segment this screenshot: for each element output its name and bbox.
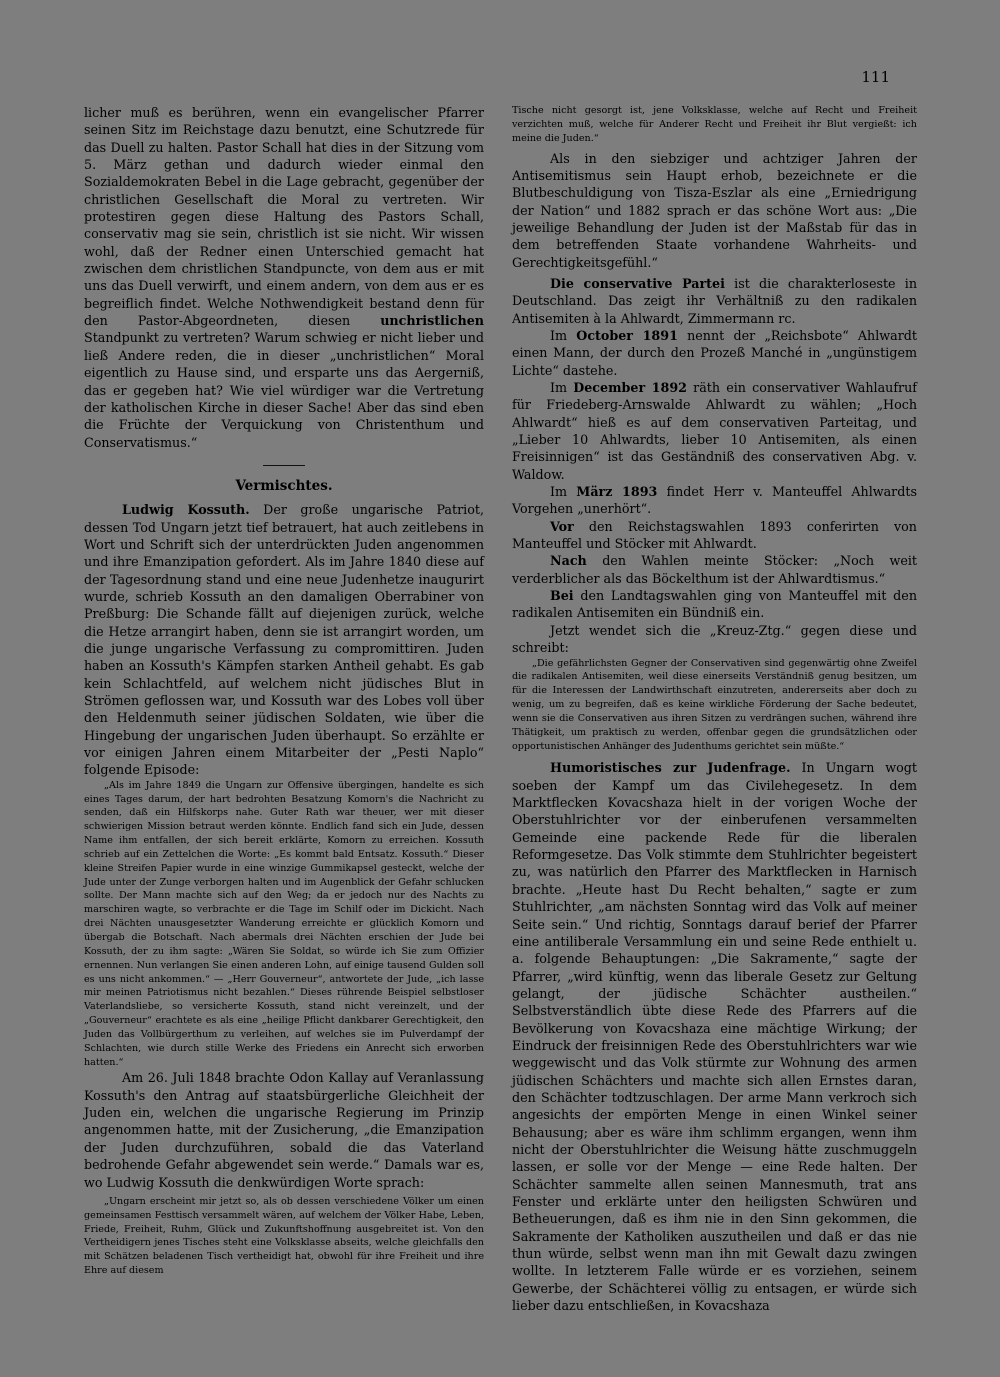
paragraph-text: Im [550,484,568,500]
quote-block: „Die gefährlichsten Gegner der Conservativen sind gegenwärtig ohne Zweifel die radikalen Antisemiten, weil diese einerseits Verständniß genug besitzen, um für die Interessen der Landwirthschaft einzutreten, andererseits aber doch zu wenig, um zu begreifen, daß es keine wirkliche Förderung der Sache bedeutet, wenn sie die Conservativen aus ihren Sitzen zu verdrängen suchen, während ihre Thätigkeit, um praktisch zu werden, offenbar gegen die grundsätzlichen oder opportunistischen Anhänger des Judenthums gerichtet sein müßte.“ [512,657,917,752]
paragraph-vor [512,518,917,553]
paragraph-text: Standpunkt zu vertreten? Warum schwieg er nicht lieber und ließ Andere reden, die in dieser „unchristlichen“ Moral eigentlich zu Hause sind, und ersparte uns das Aergerniß, das er gegeben hat? Wie viel würdiger war die Vertretung der katholischen Kirche in dieser Sache! Aber das sind eben die Früchte der Verquickung von Christenthum und Conservatismus.“ [84,330,484,450]
paragraph-text: Im [550,327,568,343]
date-emphasis: März 1893 [576,484,658,500]
paragraph-text: licher muß es berühren, wenn ein evangelischer Pfarrer seinen Sitz im Reichstage dazu benutzt, eine Schutzrede für das Duell zu halten. Pastor Schall hat dies in der Sitzung vom 5. März gethan und dadurch wieder einmal den Sozialdemokraten Bebel in die Lage gebracht, gegenüber der christlichen Gesellschaft die Moral zu vertreten. Wir protestiren gegen diese Haltung des Pastors Schall, conservativ mag sie sein, christlich ist sie nicht. Wir wissen wohl, daß der Redner einen Unterschied gemacht hat zwischen dem christlichen Standpuncte, von dem aus er mit uns das Duell verwirft, und einem andern, von dem aus er es begreiflich findet. Welche Nothwendigkeit bestand denn für den Pastor-Abgeordneten, diesen [84,105,484,329]
paragraph-december [512,379,917,483]
paragraph-text: In Ungarn wogt soeben der Kampf um das Civilehegesetz. In dem Marktflecken Kovacshaza hielt in der vorigen Woche der Oberstuhlrichter vor der einberufenen versammelten Gemeinde eine packende Rede für die liberalen Reformgesetze. Das Volk stimmte dem Stuhlrichter begeistert zu, was natürlich den Pfarrer des Marktflecken in Harnisch brachte. „Heute hast Du Recht behalten,“ sagte er zum Stuhlrichter, „am nächsten Sonntag wird das Volk auf meiner Seite sein.“ Und richtig, Sonntags darauf berief der Pfarrer eine antiliberale Versammlung ein und seine Rede enthielt u. a. folgende Behauptungen: „Die Sakramente,“ sagte der Pfarrer, „wird künftig, wenn das liberale Gesetz zur Geltung gelangt, der jüdische Schächter austheilen.“ Selbstverständlich übte diese Rede des Pfarrers auf die Bevölkerung von Kovacshaza eine mächtige Wirkung; der Eindruck der freisinnigen Rede des Oberstuhlrichters war wie weggewischt und das Volk stürmte zur Wohnung des armen jüdischen Schächters und machte sich allen Ernstes daran, den Schächter todtzuschlagen. Der arme Mann verkroch sich angesichts der empörten Menge in einen Winkel seiner Behausung; aber es wäre ihm schlimm ergangen, wenn ihm nicht der Oberstuhlrichter die Weisung hätte zuschmuggeln lassen, er solle vor der Menge — eine Rede halten. Der Schächter sammelte allen seinen Mannesmuth, trat ans Fenster und erklärte unter den heiligsten Schwüren und Betheuerungen, daß es ihm nie in den Sinn gekommen, die Sakramente der Katholiken auszutheilen und daß er das nie thun würde, selbst wenn man ihn mit Gewalt dazu zwingen wollte. In letzterem Falle würde er es vorziehen, seinem Gewerbe, der Schächterei völlig zu entsagen, er würde sich lieber dazu entschließen, in Kovacshaza [512,760,917,1314]
paragraph-nach [512,552,917,587]
article-heading-kossuth: Ludwig Kossuth. [122,502,250,518]
paragraph-text: den Wahlen meinte Stöcker: „Noch weit verderblicher als das Böckelthum ist der Ahlwardtismus.“ [512,553,917,586]
paragraph-march [512,483,917,518]
paragraph-text: findet Herr v. Manteuffel Ahlwardts Vorgehen „unerhört“. [512,484,917,517]
emphasis-unchristlichen: unchristlichen [380,313,484,329]
page-number: 111 [861,68,890,86]
paragraph-text: Der große ungarische Patriot, dessen Tod Ungarn jetzt tief betrauert, hat auch zeitlebens in Wort und Schrift sich der unterdrückten Juden angenommen und ihre Emanzipation gefordert. Als im Jahre 1840 diese auf der Tagesordnung stand und eine neue Judenhetze inaugurirt wurde, schrieb Kossuth an den damaligen Oberrabiner von Preßburg: Die Schande fällt auf diejenigen zurück, welche die Hetze arrangirt haben, denn sie ist arrangirt worden, um die junge ungarische Verfassung zu compromittiren. Juden haben an Kossuth's Kämpfen starken Antheil gehabt. Es gab kein Schlachtfeld, auf welchem nicht jüdisches Blut in Strömen geflossen war, und Kossuth war des Lobes voll über den Heldenmuth seiner jüdischen Soldaten, wie über die Hingebung der ungarischen Juden überhaupt. So erzählte er vor einigen Jahren einem Mitarbeiter der „Pesti Naplo“ folgende Episode: [84,502,484,778]
word-emphasis: Nach [550,553,587,569]
paragraph-antisemitismus: Als in den siebziger und achtziger Jahren der Antisemitismus sein Haupt erhob, bezeichnete er die Blutbeschuldigung von Tisza-Eszlar als eine „Erniedrigung der Nation“ und 1882 sprach er das schöne Wort aus: „Die jeweilige Behandlung der Juden ist der Maßstab für das in dem betreffenden Staate vorhandene Wahrheits- und Gerechtigkeitsgefühl.“ [512,150,917,270]
left-column [84,104,484,1278]
paragraph-october [512,327,917,379]
word-emphasis: Bei [550,588,574,604]
paragraph-kossuth [84,501,484,779]
article-heading-humor: Humoristisches zur Judenfrage. [550,760,791,776]
divider [263,465,305,466]
paragraph-duell [84,104,484,451]
paragraph-kreuzzeitung: Jetzt wendet sich die „Kreuz-Ztg.“ gegen diese und schreibt: [512,622,917,656]
paragraph-text: ist die charakterloseste in Deutschland. Das zeigt ihr Verhältniß zu den radikalen Antisemiten à la Ahlwardt, Zimmermann rc. [512,275,917,326]
word-emphasis: Vor [550,518,574,534]
paragraph-text: Im [550,380,568,395]
paragraph-text: nennt der „Reichsbote“ Ahlwardt einen Mann, der durch den Prozeß Manché in „ungünstigem Lichte“ dastehe. [512,327,917,378]
paragraph-bei [512,587,917,622]
section-title: Vermischtes. [235,477,333,494]
quote-block: „Als im Jahre 1849 die Ungarn zur Offensive übergingen, handelte es sich eines Tages darum, der hart bedrohten Besatzung Komorn's die Nachricht zu senden, daß ein Hilfskorps nahe. Guter Rath war theuer, wer mit dieser schwierigen Mission betraut werden könnte. Endlich fand sich ein Jude, dessen Name ihm entfallen, der sich bereit erklärte, Komorn zu erreichen. Kossuth schrieb auf ein Zettelchen die Worte: „Es kommt bald Entsatz. Kossuth.“ Dieser kleine Streifen Papier wurde in eine winzige Gummikapsel gesteckt, welche der Jude unter der Zunge verborgen halten und im Augenblick der Gefahr schlucken sollte. Der Mann machte sich auf den Weg; da er jedoch nur des Nachts zu marschiren wagte, so verbrachte er die Tage im Schilf oder im Dickicht. Nach drei Nächten unausgesetzter Wanderung erreichte er glücklich Komorn und übergab die Botschaft. Nach abermals drei Nächten erschien der Jude bei Kossuth, der zu ihm sagte: „Wären Sie Soldat, so würde ich Sie zum Offizier ernennen. Nun verlangen Sie einen anderen Lohn, auf einige tausend Gulden soll es uns nicht ankommen.“ — „Herr Gouverneur“, antwortete der Jude, „ich lasse mir meinen Patriotismus nicht bezahlen.“ Dieses rührende Beispiel selbstloser Vaterlandsliebe, so versicherte Kossuth, stand nicht vereinzelt, und der „Gouverneur“ erachtete es als eine „heilige Pflicht dankbarer Gerechtigkeit, den Juden das Vollbürgerthum zu verleihen, auf welches sie im Pulverdampf der Schlachten, wie durch stille Werke des Friedens ein Anrecht sich erworben hatten.“ [84,779,484,1068]
article-heading-conservative: Die conservative Partei [550,275,725,291]
quote-block: Tische nicht gesorgt ist, jene Volksklasse, welche auf Recht und Freiheit verzichten muß, welche für Anderer Recht und Freiheit ihr Blut vergießt: ich meine die Juden.“ [512,105,917,144]
paragraph-text: den Reichstagswahlen 1893 conferirten von Manteuffel und Stöcker mit Ahlwardt. [512,518,917,552]
paragraph-humor [512,759,917,1314]
paragraph-kallay: Am 26. Juli 1848 brachte Odon Kallay auf Veranlassung Kossuth's den Antrag auf staatsbürgerliche Gleichheit der Juden ein, welchen die ungarische Regierung im Prinzip angenommen hatte, mit der Zusicherung, „die Emanzipation der Juden durchzuführen, sobald die das Vaterland bedrohende Gefahr abgewendet sein werde.“ Damals war es, wo Ludwig Kossuth die denkwürdigen Worte sprach: [84,1070,484,1190]
date-emphasis: December 1892 [573,380,687,395]
quote-block: „Ungarn erscheint mir jetzt so, als ob dessen verschiedene Völker um einen gemeinsamen Festtisch versammelt wären, auf welchem der Völker Habe, Leben, Friede, Freiheit, Ruhm, Glück und Zukunftshoffnung ausgebreitet ist. Von den Vertheidigern jenes Tisches steht eine Volksklasse abseits, welche gleichfalls den mit Schätzen beladenen Tisch vertheidigt hat, obwohl für ihre Freiheit und ihre Ehre auf diesem [84,1195,484,1277]
right-column [512,104,917,1314]
paragraph-text: räth ein conservativer Wahlaufruf für Friedeberg-Arnswalde Ahlwardt zu wählen; „Hoch Ahlwardt“ hieß es auf dem conservativen Parteitag, und „Lieber 10 Ahlwardts, lieber 10 Antisemiten, als einen Freisinnigen“ ist das Geständniß des conservativen Abg. v. Waldow. [512,380,917,482]
date-emphasis: October 1891 [576,327,678,343]
paragraph-conservative [512,275,917,327]
paragraph-text: den Landtagswahlen ging von Manteuffel mit den radikalen Antisemiten ein Bündniß ein. [512,588,917,621]
